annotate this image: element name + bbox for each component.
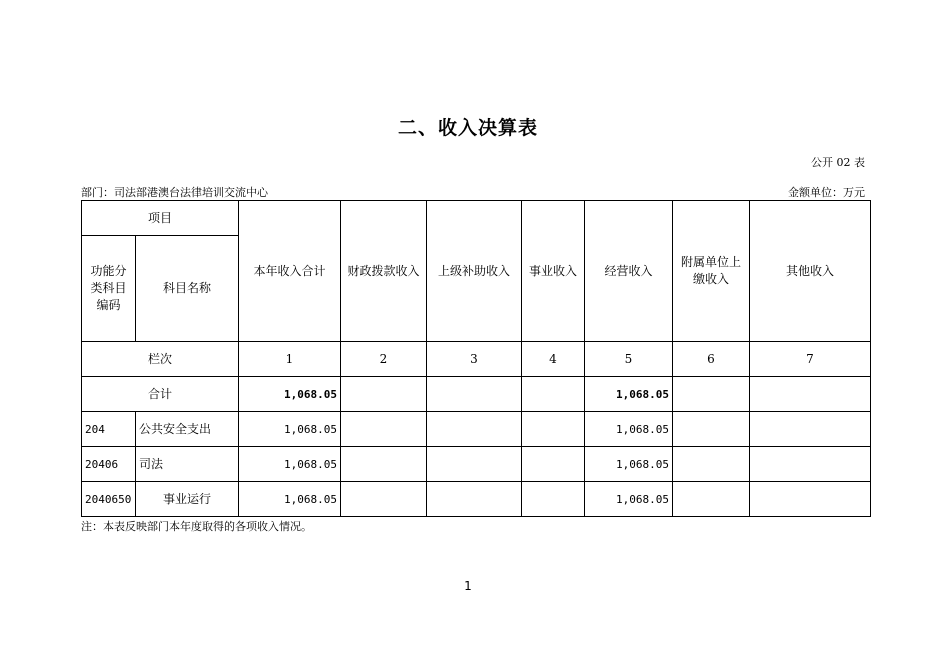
- total-cell: 1,068.05: [239, 377, 341, 412]
- table-row: [82, 412, 871, 447]
- table-row: [82, 447, 871, 482]
- row-cell: [673, 412, 750, 447]
- row-cell: [427, 447, 522, 482]
- total-cell: [673, 377, 750, 412]
- total-label: 合计: [82, 377, 239, 412]
- row-cell: 1,068.05: [239, 482, 341, 517]
- row-cell: [673, 482, 750, 517]
- header-col-7: 其他收入: [750, 201, 871, 342]
- row-name: 事业运行: [136, 482, 239, 517]
- row-code: 2040650: [82, 482, 136, 517]
- department-label: 部门：司法部港澳台法律培训交流中心: [81, 186, 268, 199]
- page-title: 二、收入决算表: [397, 117, 538, 139]
- row-cell: [750, 412, 871, 447]
- header-subject-name: 科目名称: [136, 236, 239, 342]
- page-number: 1: [464, 579, 472, 593]
- row-cell: [522, 412, 585, 447]
- row-name: 司法: [136, 447, 239, 482]
- index-cell: 4: [522, 342, 585, 377]
- header-col-4: 事业收入: [522, 201, 585, 342]
- index-cell: 6: [673, 342, 750, 377]
- index-cell: 7: [750, 342, 871, 377]
- row-code: 204: [82, 412, 136, 447]
- row-cell: [673, 447, 750, 482]
- row-name: 公共安全支出: [136, 412, 239, 447]
- index-cell: 2: [341, 342, 427, 377]
- row-cell: [341, 447, 427, 482]
- header-col-6: 附属单位上缴收入: [673, 201, 750, 342]
- total-cell: 1,068.05: [585, 377, 673, 412]
- header-col-2: 财政拨款收入: [341, 201, 427, 342]
- row-cell: 1,068.05: [585, 482, 673, 517]
- total-cell: [341, 377, 427, 412]
- table-note: 注：本表反映部门本年度取得的各项收入情况。: [81, 520, 312, 533]
- row-code: 20406: [82, 447, 136, 482]
- income-table: [81, 200, 871, 517]
- table-row: [82, 482, 871, 517]
- total-row: [82, 377, 871, 412]
- row-cell: [750, 447, 871, 482]
- row-cell: [522, 482, 585, 517]
- index-cell: 1: [239, 342, 341, 377]
- header-col-3: 上级补助收入: [427, 201, 522, 342]
- row-cell: [750, 482, 871, 517]
- row-cell: [427, 482, 522, 517]
- total-cell: [522, 377, 585, 412]
- header-func-code: 功能分类科目编码: [82, 236, 136, 342]
- row-cell: [522, 447, 585, 482]
- row-cell: 1,068.05: [239, 412, 341, 447]
- row-cell: 1,068.05: [585, 412, 673, 447]
- row-cell: [341, 482, 427, 517]
- amount-unit-label: 金额单位：万元: [788, 186, 865, 199]
- header-col-5: 经营收入: [585, 201, 673, 342]
- index-label: 栏次: [82, 342, 239, 377]
- total-cell: [427, 377, 522, 412]
- index-cell: 5: [585, 342, 673, 377]
- header-col-1: 本年收入合计: [239, 201, 341, 342]
- index-cell: 3: [427, 342, 522, 377]
- row-cell: 1,068.05: [239, 447, 341, 482]
- total-cell: [750, 377, 871, 412]
- form-number: 公开 02 表: [811, 156, 865, 169]
- row-cell: [341, 412, 427, 447]
- row-cell: 1,068.05: [585, 447, 673, 482]
- row-cell: [427, 412, 522, 447]
- header-item: 项目: [82, 201, 239, 236]
- index-row: [82, 342, 871, 377]
